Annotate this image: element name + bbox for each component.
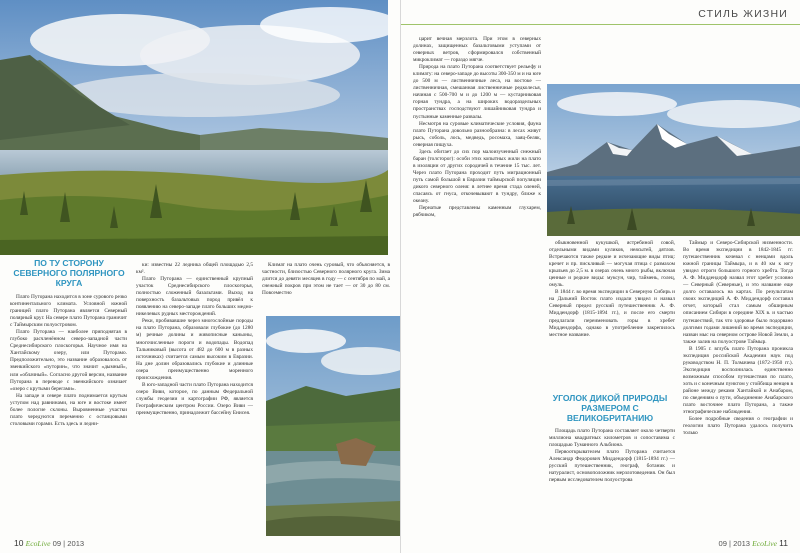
river-landscape-photo: [266, 316, 400, 536]
issue-date: 09 | 2013: [52, 539, 85, 548]
headline-beyond-arctic-circle: ПО ТУ СТОРОНУ СЕВЕРНОГО ПОЛЯРНОГО КРУГА: [13, 258, 125, 289]
article-column-2: [136, 262, 253, 536]
paragraph: Реки, пробивавшие через многослойные породы на плато Путорана, образовали глубокие (до 1280 м) речные долины и живописные каньоны, многочисленные пороги и водопады. Водопад Тальниковый (высота от 482 до 600 м в разных источниках) считается самым высоким в Евразии. На дне долин образовались глубокие и длинные озера преимущественно моренного происхождения.: [136, 318, 253, 381]
page-number: 11: [779, 538, 788, 548]
paragraph: Климат на плато очень суровый, что объясняется, в частности, близостью Северного полярного круга. Зима длится до девяти месяцев в году — с сентября по май, а снежный покров при этом не тает — от 30 до 80 см. Повсеместно: [262, 262, 390, 297]
left-page-footer: [14, 538, 84, 548]
headline-wild-nature: УГОЛОК ДИКОЙ ПРИРОДЫ РАЗМЕРОМ С ВЕЛИКОБРИТАНИЮ: [552, 393, 668, 424]
page-number: 10: [14, 538, 24, 548]
mountain-lake-photo: [547, 84, 800, 236]
paragraph: царит вечная мерзлота. При этом в северных долинах, защищенных базальтовыми уступами от северных ветров, сформировался собственный микроклимат — гораздо мягче.: [413, 36, 541, 64]
valley-landscape-photo: [0, 0, 388, 255]
paragraph: обыкновенной кукушкой, ястребиной совой, отдельными видами куликов, неясытей, дятлов. Встречаются также редкие и исчезающие виды птиц: кречет и пр. пискливый — могучая птица с размахом крыльев до 2,5 м. в озерах очень много рыбы, включая ценные и редкие виды: муксун, чир, таймень, голец, омуль.: [549, 240, 675, 289]
magazine-brand: EcoLive: [25, 539, 51, 548]
paragraph: Плато Путорана находится в зоне сурового резко континентального климата. Условной южной границей плато Путорана является Северный полярный круг. На севере плато Путорана граничит с Таймырским полуостровом.: [10, 294, 127, 329]
paragraph: Более подробные сведения о географии и геологии плато Путорана удалось получить только: [683, 416, 793, 437]
paragraph: Природа на плато Путорана соответствует рельефу и климату: на северо-западе до высоты 300-350 м и на юге до 500 м — лиственничные леса, на востоке — лиственничная, смешанная лиственничные редколесья, начиная с 500-700 м и до 1200 м — кустарниковая горная тундра, а на широких водораздельных пространствах господствуют лишайниковая тундра и пустынные каменные развалы.: [413, 64, 541, 120]
article-column-5: [549, 240, 675, 390]
right-page-footer: [718, 538, 788, 548]
paragraph: Плато Путорана — наиболее приподнятая в глубоко расчленённом северо-западной части Среднесибирского плоскогорья. Научное имя на Хантайскому озеру, или Путорамо. Предположительно, это название образовалось от эвенкийского «путорин», что значит «дымный», или «облачный». Согласно другой версии, название Путорана в переводе с эвенкийского означает «озеро с крутыми берегами».: [10, 329, 127, 392]
paragraph: В 1905 г. вглубь плато Путорана проникла экспедиция российской Академии наук под руководством Н. П. Толмачева (1872-1950 гг.). Экспедиция восполнилась единственно возможным способом путешествия по плато, хоть и с конечным пунктом у стойбища ненцев в районе между реками Хантайкой и Анабаром, по сведениям о пути, объединение Анабарского плато восточнее плато Путорана, а также этнографические наблюдения.: [683, 345, 793, 416]
paragraph: ки: известны 22 ледника общей площадью 2,5 км².: [136, 262, 253, 276]
paragraph: Первооткрывателем плато Путорана считается Александр Федорович Миддендорф (1815-1894 гг.) — русский путешественник, географ, ботаник и натуралист, основоположник мерзлотоведения. Он был первым исследователем полуострова: [549, 449, 675, 484]
magazine-brand: EcoLive: [752, 539, 778, 548]
paragraph: На западе и севере плато поднимается крутым уступом над равнинами, на юге и востоке имеет более пологие склоны. Выровненные участки плато чередуются переменно с останцовыми столовыми горами. Есть здесь и ледни-: [10, 392, 127, 427]
paragraph: Площадь плато Путорана составляет около четверти миллиона квадратных километров и сопоставима с площадью Туманного Альбиона.: [549, 428, 675, 449]
article-column-6: [549, 428, 675, 538]
article-column-1: [10, 294, 127, 536]
paragraph: Здесь обитает до сих пор малоизученный снежный баран (толсторог): особи этих копытных жили на плато в изоляции от других сородичей в течение 15 тыс. лет. Через плато Путорана проходит путь миграционный путь самой большой в Евразии таймырской популяции дикого северного оленя: в летнее время стада оленей, спасаясь от гнуса, откочевывают в тундру, ближе к океану.: [413, 148, 541, 205]
paragraph: Пернатые представлены каменным глухарем, рябчиком,: [413, 205, 541, 219]
issue-date: 09 | 2013: [718, 539, 751, 548]
section-rubric: СТИЛЬ ЖИЗНИ: [698, 8, 788, 20]
article-column-7: [683, 240, 793, 538]
article-column-3: [262, 262, 390, 312]
paragraph: Таймыр и Северо-Сибирской низменности. Во время экспедиции в 1842-1845 гг. путешественник кочевал с ненцами вдоль южной границы Таймыра, и в 40 км к югу увидел отроги большого горного хребта. Тогда А. Ф. Миддендорф назвал этот хребет условно — Северный (Северные), и это название еще долго оставалось на картах. По результатам своих экспедиций А. Ф. Миддендорф составил отчет, который стал самым обширным описанием Сибири в середине XIX в. и частью путешествий, так что здоровье было подорвано долгими годами лишений во время экспедиции, назван мыс на северном острове Новой Земли, а также залив на полуострове Таймыр.: [683, 240, 793, 345]
paragraph: В 1844 г. во время экспедиции в Северную Сибирь и на Дальний Восток плато издали увидел и назвал Северный предел русский путешественник А. Ф. Миддендорф (1815-1894 гг.), и после его смерти предлагали переименовать горы в хребет Миддендорфа, однако в употребление закрепилось местное название.: [549, 289, 675, 338]
paragraph: Несмотря на суровые климатические условия, фауна плато Путорана довольно разнообразна: в лесах живут рысь, соболь, лось, медведь, росомаха, заяц-беляк, северная пищуха.: [413, 120, 541, 148]
paragraph: В юго-западной части плато Путорана находится озеро Виви, которое, по данным Федеральной службы геодезии и картографии РФ, является Географическим центром России. Озеро Виви — преимущественно, принадлежит бассейну Енисея.: [136, 381, 253, 416]
rubric-divider: [401, 24, 800, 25]
article-column-4: [413, 36, 541, 389]
paragraph: Плато Путорана — единственный крупный участок Среднесибирского плоскогорья, полностью сложенный базальтами. Выход на поверхность базальтовых пород привёл к появлению на северо-западе плато больших медно-никелевых рудных месторождений.: [136, 276, 253, 318]
right-page: [400, 0, 800, 553]
